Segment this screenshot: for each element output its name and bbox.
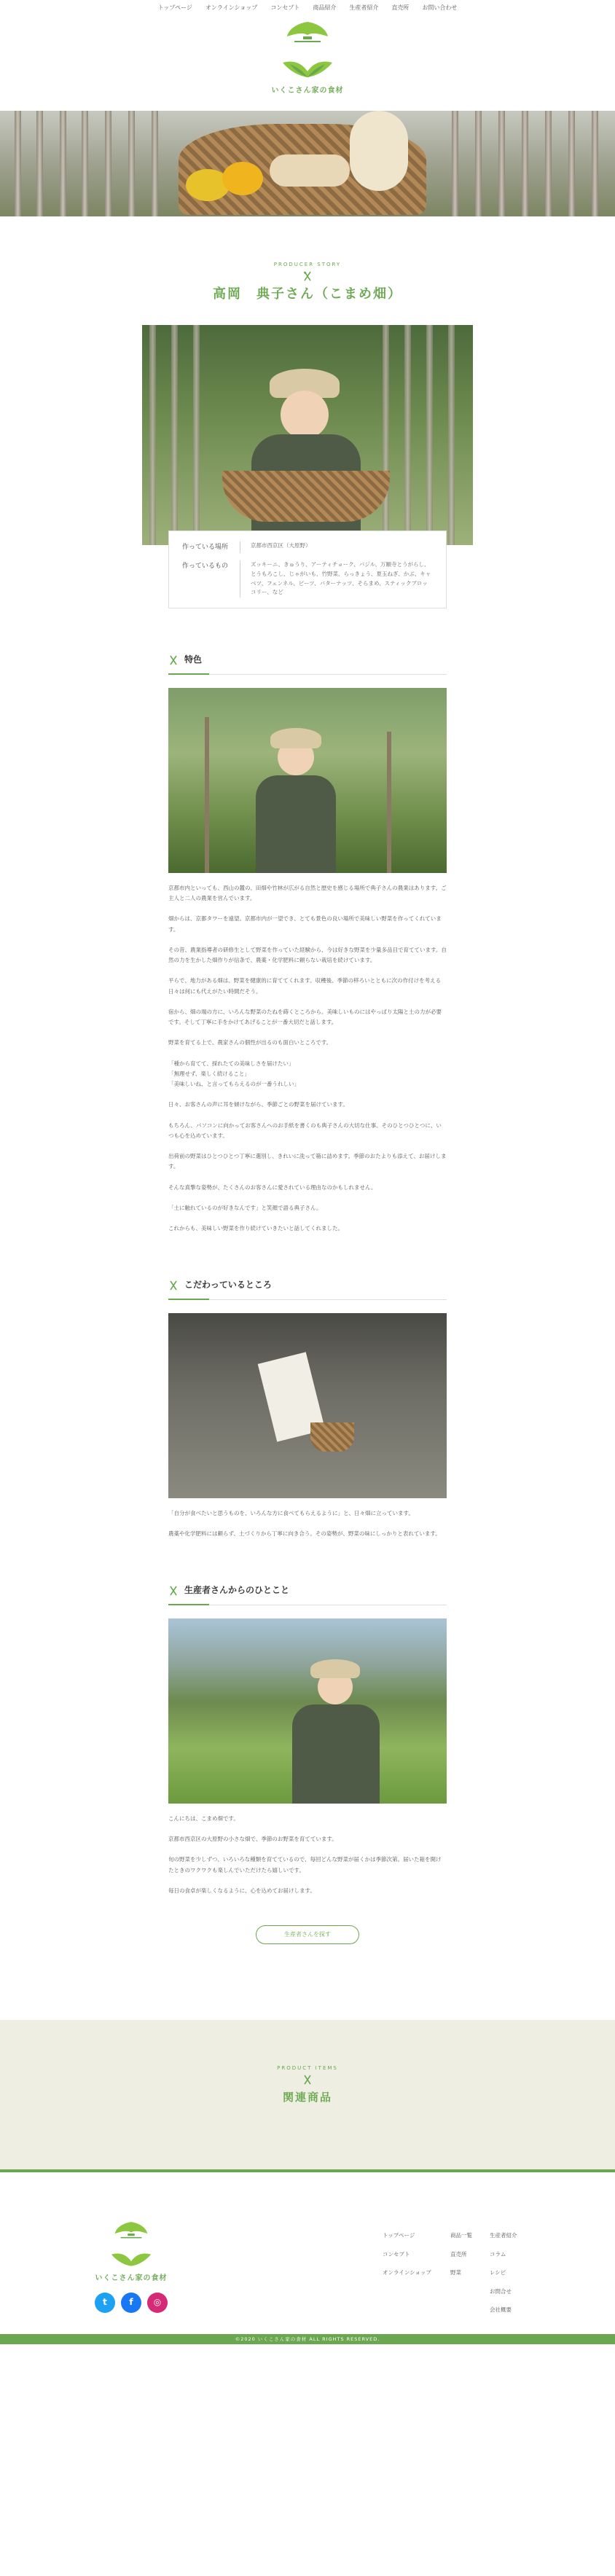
- paragraph: 「自分が食べたいと思うものを、いろんな方に食べてもらえるように」と、日々畑に立っています。: [168, 1509, 414, 1516]
- paragraph: 京都市西京区の大原野の小さな畑で、季節のお野菜を育てています。: [168, 1836, 337, 1843]
- paragraph: 日々、お客さんの声に耳を傾けながら、季節ごとの野菜を届けています。: [168, 1101, 348, 1108]
- related-arc-label: PRODUCT ITEMS: [277, 2065, 338, 2072]
- producer-portrait-image: [142, 325, 473, 545]
- instagram-icon[interactable]: ◎: [147, 2293, 168, 2313]
- nav-item-producers[interactable]: 生産者紹介: [349, 4, 379, 11]
- related-products-section: [0, 2020, 615, 2169]
- info-row-products: [182, 560, 433, 598]
- paragraph: 畑からは、京都タワーを遠望。京都市内が一望でき、とても景色の良い場所で美味しい野菜を作ってくれています。: [168, 915, 442, 933]
- paragraph: 農薬や化学肥料には頼らず、土づくりから丁寧に向き合う。その姿勢が、野菜の味にしっかりと表れています。: [168, 1530, 441, 1538]
- paragraph: 毎日の食卓が楽しくなるように、心を込めてお届けします。: [168, 1887, 316, 1894]
- fork-knife-icon: [302, 2075, 313, 2085]
- footer-link[interactable]: 生産者紹介: [490, 2232, 517, 2239]
- social-links: [95, 2293, 168, 2313]
- info-row-location: [182, 541, 433, 553]
- section-title-commitment: [168, 1277, 447, 1300]
- producer-name: 高岡 典子さん（こまめ畑）: [213, 286, 402, 302]
- footer-logo-caption: いくこさん家の食材: [95, 2274, 168, 2283]
- paragraph: これからも、美味しい野菜を作り続けていきたいと話してくれました。: [168, 1225, 343, 1232]
- footer-link[interactable]: 直売所: [450, 2250, 467, 2258]
- fork-knife-icon: [168, 1586, 179, 1596]
- footer-link[interactable]: 会社概要: [490, 2306, 512, 2314]
- logo-emblem-icon: [278, 19, 337, 83]
- footer-link[interactable]: オンラインショップ: [383, 2269, 431, 2276]
- section-title-message: [168, 1583, 447, 1605]
- logo-emblem-icon: [108, 2220, 154, 2271]
- paragraph: 野菜を育てる上で、農家さんの個性が出るのも面白いところです。: [168, 1039, 332, 1046]
- top-nav: [0, 0, 615, 12]
- fork-knife-icon: [302, 271, 313, 281]
- section-title-text: こだわっているところ: [184, 1280, 272, 1291]
- producer-field-photo: [168, 688, 447, 873]
- section-title-features: [168, 652, 447, 675]
- producer-heading: [0, 260, 615, 306]
- paragraph: もちろん、パソコンに向かってお客さんへのお手紙を書くのも典子さんの大切な仕事。そのひとつひとつに、いつも心を込めています。: [168, 1121, 442, 1139]
- section-title-text: 特色: [184, 654, 203, 665]
- nav-item-concept[interactable]: コンセプト: [270, 4, 300, 11]
- footer-links-col1: [383, 2231, 431, 2278]
- footer-links-col3: [490, 2231, 517, 2315]
- hero-basket-image: [0, 111, 615, 216]
- paragraph: こんにちは、こまめ畑です。: [168, 1814, 239, 1822]
- site-logo[interactable]: [0, 12, 615, 111]
- paragraph: そんな真摯な姿勢が、たくさんのお客さんに愛されている理由なのかもしれません。: [168, 1183, 377, 1191]
- producer-mountains-photo: [168, 1618, 447, 1804]
- footer-link[interactable]: コラム: [490, 2250, 506, 2258]
- find-producers-button[interactable]: 生産者さんを探す: [256, 1925, 359, 1944]
- nav-item-products[interactable]: 商品紹介: [313, 4, 337, 11]
- footer-link[interactable]: 商品一覧: [450, 2232, 472, 2239]
- paragraph: 出荷前の野菜はひとつひとつ丁寧に選別し、きれいに洗って箱に詰めます。季節のおたよりも添えて、お届けします。: [168, 1153, 447, 1170]
- main-content: [168, 652, 447, 1944]
- paragraph: 平らで、地力がある畑は、野菜を健康的に育ててくれます。収穫後、季節の移ろいとともに次の作付けを考える日々は何にも代えがたい時間だそう。: [168, 977, 442, 995]
- nav-item-top[interactable]: トップページ: [157, 4, 192, 11]
- copyright-bar: ©2020 いくこさん家の食材 ALL RIGHTS RESERVED.: [0, 2334, 615, 2344]
- footer-link[interactable]: 野菜: [450, 2269, 461, 2276]
- producer-info-card: [168, 531, 447, 608]
- facebook-icon[interactable]: f: [121, 2293, 141, 2313]
- footer-logo[interactable]: [95, 2220, 168, 2313]
- related-title: 関連商品: [282, 2090, 332, 2104]
- paragraph: 宿から、畑の端の方に、いろんな野菜のたねを蒔くところから。美味しいものにはやっぱり太陽と土の力が必要です。そして丁寧に手をかけてあげることが一番大切だと話します。: [168, 1008, 442, 1026]
- footer-link[interactable]: コンセプト: [383, 2250, 410, 2258]
- footer-link[interactable]: トップページ: [383, 2232, 415, 2239]
- footer-link[interactable]: お問合せ: [490, 2287, 512, 2295]
- twitter-icon[interactable]: t: [95, 2293, 115, 2313]
- info-label: 作っているもの: [182, 560, 240, 598]
- info-value: ズッキーニ、きゅうり、アーティチョーク、バジル、万願寺とうがらし、とうもろこし、じゃがいも、竹野菜、らっきょう、夏玉ねぎ、かぶ、キャベツ、フェンネル、ビーツ、バターナッツ、そらまめ、スティックブロッコリー、など: [251, 561, 431, 596]
- fork-knife-icon: [168, 1280, 179, 1291]
- paragraph: 「土に触れているのが好きなんです」と笑顔で語る典子さん。: [168, 1204, 322, 1211]
- paragraph: 「種から育てて、採れたての美味しさを届けたい」 「無理せず、楽しく続けること」 「美味しいね、と言ってもらえるのが一番うれしい」: [168, 1060, 299, 1088]
- section-title-text: 生産者さんからのひとこと: [184, 1585, 290, 1596]
- nav-item-store[interactable]: 直売所: [391, 4, 410, 11]
- paragraph: 旬の野菜を少しずつ、いろいろな種類を育てているので、毎回どんな野菜が届くかは季節次第。届いた箱を開けたときのワクワクも楽しんでいただけたら嬉しいです。: [168, 1856, 442, 1874]
- logo-caption: いくこさん家の食材: [271, 87, 344, 95]
- info-value: 京都市西京区（大原野）: [251, 541, 311, 549]
- site-footer: [0, 2169, 615, 2344]
- info-label: 作っている場所: [182, 541, 240, 553]
- producer-arc-label: PRODUCER STORY: [273, 262, 342, 267]
- stone-steps-sign-photo: [168, 1313, 447, 1498]
- footer-links-col2: [450, 2231, 472, 2278]
- nav-item-shop[interactable]: オンラインショップ: [205, 4, 258, 11]
- fork-knife-icon: [168, 655, 179, 665]
- paragraph: 京都市内といっても、西山の麓の、田畑や竹林が広がる自然と歴史を感じる場所で典子さんの農業はあります。ご主人と二人の農業を営んでいます。: [168, 884, 447, 902]
- nav-item-contact[interactable]: お問い合わせ: [422, 4, 458, 11]
- footer-link[interactable]: レシピ: [490, 2269, 506, 2276]
- paragraph: その昔、農業指導者の研修生として野菜を作っていた経験から、今は好きな野菜を少量多品目で育てています。自然の力を生かした畑作りが信条で、農薬・化学肥料に頼らない栽培を続けています。: [168, 946, 447, 964]
